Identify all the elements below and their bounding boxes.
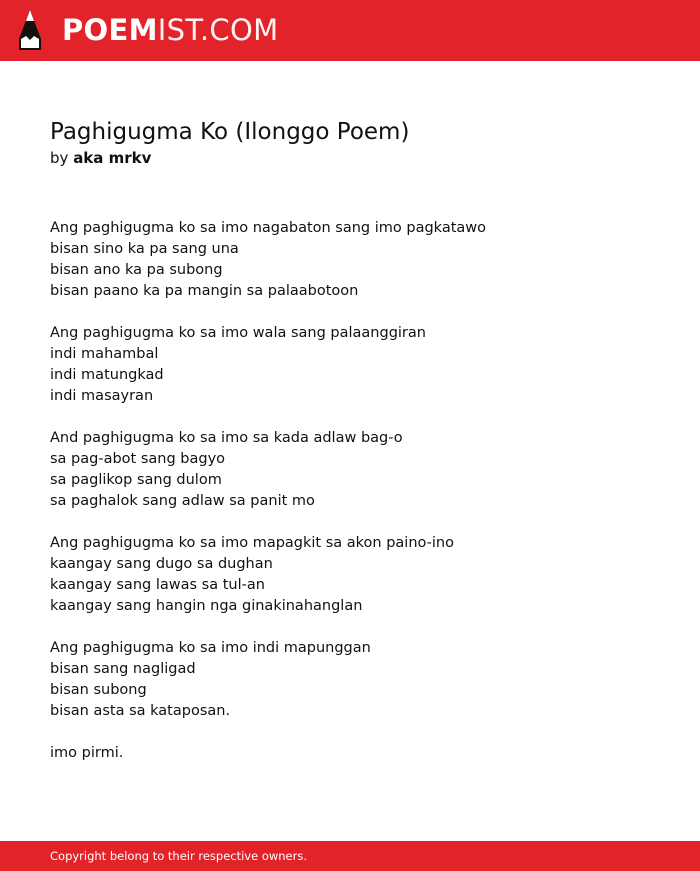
poem-line: imo pirmi. xyxy=(50,745,124,761)
poem-line: Ang paghigugma ko sa imo wala sang palaanggiran xyxy=(50,325,426,341)
poem-line: Ang paghigugma ko sa imo mapagkit sa akon paino-ino xyxy=(50,535,454,551)
poem-body xyxy=(50,218,650,785)
by-label: by xyxy=(50,149,69,167)
site-logo[interactable] xyxy=(62,12,278,48)
poem-line: indi mahambal xyxy=(50,346,159,362)
author-name: aka mrkv xyxy=(73,149,152,167)
poem-line: bisan asta sa kataposan. xyxy=(50,703,231,719)
byline xyxy=(50,148,151,168)
poem-line: sa pag-abot sang bagyo xyxy=(50,451,226,467)
poem-line: kaangay sang dugo sa dughan xyxy=(50,556,273,572)
poem-line: And paghigugma ko sa imo sa kada adlaw bag-o xyxy=(50,430,403,446)
poem-line: Ang paghigugma ko sa imo nagabaton sang imo pagkatawo xyxy=(50,220,487,236)
stanza xyxy=(50,743,650,764)
poem-line: bisan sino ka pa sang una xyxy=(50,241,239,257)
stanza xyxy=(50,323,650,407)
poem-line: indi matungkad xyxy=(50,367,164,383)
stanza xyxy=(50,533,650,617)
poem-line: kaangay sang hangin nga ginakinahanglan xyxy=(50,598,363,614)
poem-line: sa paglikop sang dulom xyxy=(50,472,222,488)
poem-line: kaangay sang lawas sa tul-an xyxy=(50,577,265,593)
poem-line: bisan subong xyxy=(50,682,147,698)
poem-line: sa paghalok sang adlaw sa panit mo xyxy=(50,493,315,509)
logo-bold-text: POEM xyxy=(62,13,158,47)
site-header xyxy=(0,0,700,61)
poem-line: Ang paghigugma ko sa imo indi mapunggan xyxy=(50,640,371,656)
site-footer xyxy=(0,841,700,871)
logo-light-text: IST.COM xyxy=(157,13,279,47)
poem-line: bisan sang nagligad xyxy=(50,661,196,677)
copyright-text: Copyright belong to their respective owners. xyxy=(50,849,308,863)
stanza xyxy=(50,218,650,302)
pencil-tip-icon[interactable] xyxy=(18,9,42,51)
stanza xyxy=(50,638,650,722)
poem-line: bisan paano ka pa mangin sa palaabotoon xyxy=(50,283,359,299)
poem-line: bisan ano ka pa subong xyxy=(50,262,223,278)
poem-line: indi masayran xyxy=(50,388,154,404)
poem-title: Paghigugma Ko (Ilonggo Poem) xyxy=(50,119,410,145)
stanza xyxy=(50,428,650,512)
